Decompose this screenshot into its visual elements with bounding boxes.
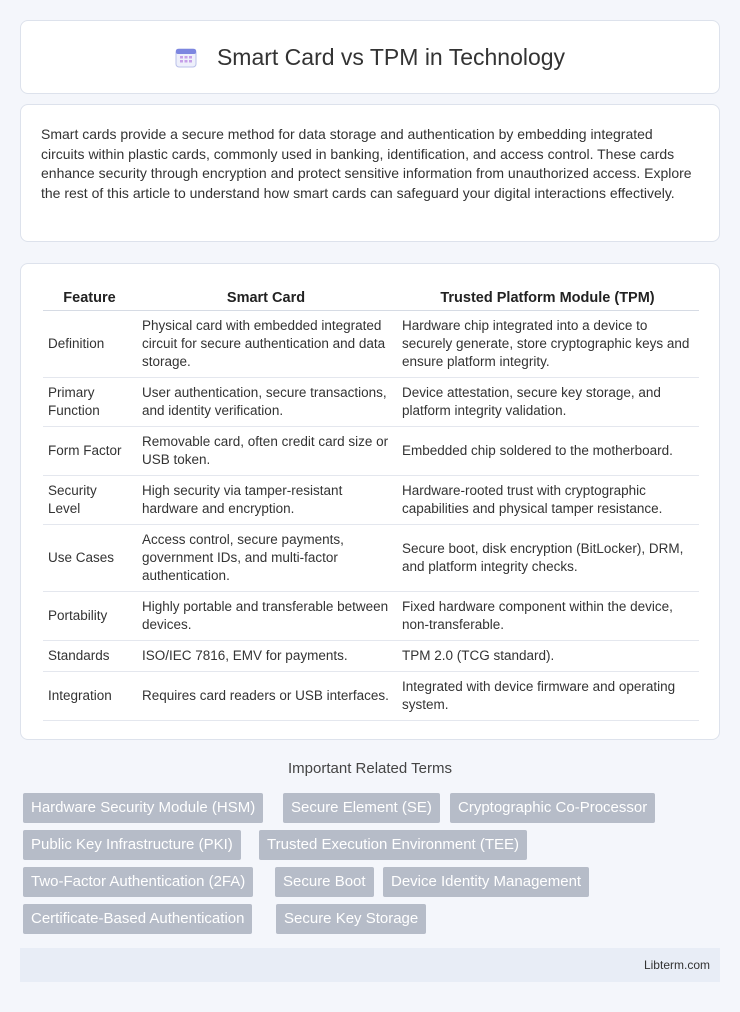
cell-tpm: TPM 2.0 (TCG standard).: [396, 640, 699, 671]
cell-feature: Use Cases: [43, 524, 136, 591]
cell-feature: Form Factor: [43, 426, 136, 475]
cell-tpm: Embedded chip soldered to the motherboard.: [396, 426, 699, 475]
cell-tpm: Secure boot, disk encryption (BitLocker), DRM, and platform integrity checks.: [396, 524, 699, 591]
table-row: [43, 671, 699, 720]
cell-smart-card: Removable card, often credit card size or USB token.: [136, 426, 396, 475]
page-title: Smart Card vs TPM in Technology: [216, 43, 566, 70]
calendar-icon: [175, 46, 197, 68]
cell-feature: Integration: [43, 671, 136, 720]
cell-feature: Primary Function: [43, 377, 136, 426]
header-smart-card: Smart Card: [136, 284, 396, 310]
intro-card: [20, 104, 720, 242]
comparison-card: [20, 263, 720, 740]
cell-feature: Definition: [43, 310, 136, 377]
table-row: [43, 591, 699, 640]
cell-smart-card: Access control, secure payments, government IDs, and multi-factor authentication.: [136, 524, 396, 591]
cell-tpm: Hardware chip integrated into a device to securely generate, store cryptographic keys and ensure platform integrity.: [396, 310, 699, 377]
comparison-table: [43, 284, 699, 721]
table-header-row: [43, 284, 699, 310]
header-tpm: Trusted Platform Module (TPM): [396, 284, 699, 310]
related-term-tag[interactable]: Two-Factor Authentication (2FA): [23, 867, 253, 897]
related-term-tag[interactable]: Hardware Security Module (HSM): [23, 793, 263, 823]
cell-feature: Standards: [43, 640, 136, 671]
related-terms-title: Important Related Terms: [288, 760, 452, 777]
cell-tpm: Device attestation, secure key storage, and platform integrity validation.: [396, 377, 699, 426]
related-term-tag[interactable]: Cryptographic Co-Processor: [450, 793, 655, 823]
cell-smart-card: Physical card with embedded integrated circuit for secure authentication and data storage.: [136, 310, 396, 377]
related-term-tag[interactable]: Trusted Execution Environment (TEE): [259, 830, 527, 860]
related-term-tag[interactable]: Secure Key Storage: [276, 904, 426, 934]
table-row: [43, 640, 699, 671]
footer: [20, 948, 720, 982]
cell-smart-card: Requires card readers or USB interfaces.: [136, 671, 396, 720]
related-term-tag[interactable]: Device Identity Management: [383, 867, 589, 897]
header-card: [20, 20, 720, 94]
related-term-tag[interactable]: Secure Boot: [275, 867, 374, 897]
cell-smart-card: Highly portable and transferable between devices.: [136, 591, 396, 640]
cell-smart-card: ISO/IEC 7816, EMV for payments.: [136, 640, 396, 671]
cell-smart-card: High security via tamper-resistant hardware and encryption.: [136, 475, 396, 524]
footer-site[interactable]: Libterm.com: [643, 958, 710, 972]
table-row: [43, 475, 699, 524]
header-feature: Feature: [43, 284, 136, 310]
table-row: [43, 426, 699, 475]
cell-tpm: Integrated with device firmware and operating system.: [396, 671, 699, 720]
cell-tpm: Fixed hardware component within the device, non-transferable.: [396, 591, 699, 640]
related-term-tag[interactable]: Public Key Infrastructure (PKI): [23, 830, 241, 860]
cell-tpm: Hardware-rooted trust with cryptographic capabilities and physical tamper resistance.: [396, 475, 699, 524]
related-term-tag[interactable]: Certificate-Based Authentication: [23, 904, 252, 934]
table-row: [43, 377, 699, 426]
table-row: [43, 310, 699, 377]
cell-feature: Security Level: [43, 475, 136, 524]
related-term-tag[interactable]: Secure Element (SE): [283, 793, 440, 823]
cell-smart-card: User authentication, secure transactions, and identity verification.: [136, 377, 396, 426]
intro-text: Smart cards provide a secure method for data storage and authentication by embedding integrated circuits within plastic cards, commonly used in banking, identification, and access control. These cards enhance security through encryption and protect sensitive information from unauthorized access. Explore the rest of this article to understand how smart cards can safeguard your digital interactions effectively.: [41, 126, 692, 201]
table-row: [43, 524, 699, 591]
cell-feature: Portability: [43, 591, 136, 640]
